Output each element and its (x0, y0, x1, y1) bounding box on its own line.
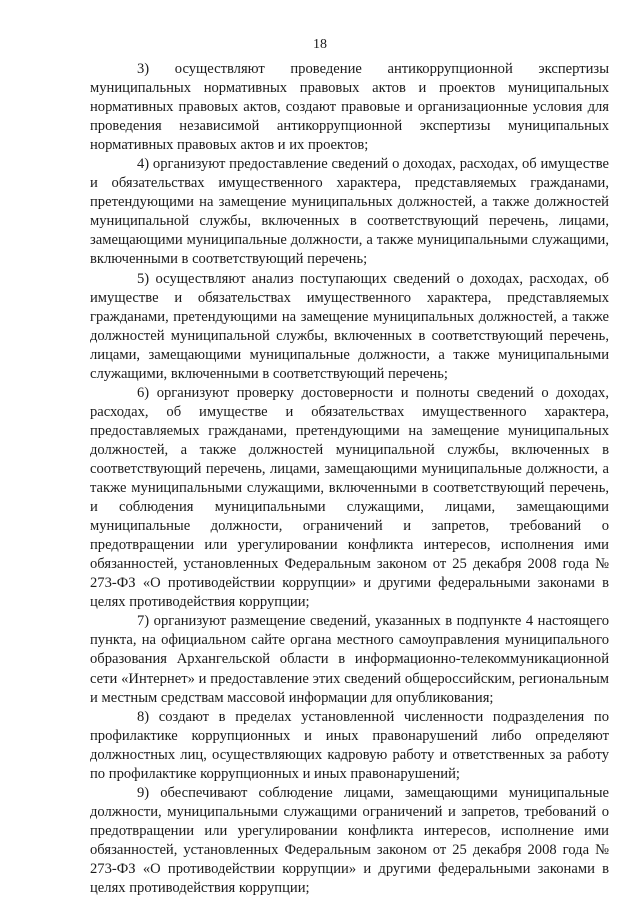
document-body (90, 60, 609, 898)
paragraph-item-4: 4) организуют предоставление сведений о доходах, расходах, об имуществе и обязательствах имущественного характера, представляемых гражданами, претендующими на замещение муниципальных должностей, а также должностей муниципальной службы, включенных в соответствующий перечень, лицами, замещающими муниципальные должности, а также муниципальными служащими, включенными в соответствующий перечень; (90, 156, 609, 268)
paragraph-item-9: 9) обеспечивают соблюдение лицами, замещающими муниципальные должности, муниципальными служащими ограничений и запретов, требований о предотвращении или урегулировании конфликта интересов, исполнение ими обязанностей, установленных Федеральным законом от 25 декабря 2008 года № 273-ФЗ «О противодействии коррупции» и другими федеральными законами в целях противодействия коррупции; (90, 784, 609, 897)
paragraph-item-7: 7) организуют размещение сведений, указанных в подпункте 4 настоящего пункта, на официальном сайте органа местного самоуправления муниципального образования Архангельской области в информационно-телекоммуникационной сети «Интернет» и предоставление этих сведений общероссийским, региональным и местным средствам массовой информации для опубликования; (90, 613, 609, 706)
paragraph-item-8: 8) создают в пределах установленной численности подразделения по профилактике коррупционных и иных правонарушений либо определяют должностных лиц, осуществляющих кадровую работу и ответственных за работу по профилактике коррупционных и иных правонарушений; (90, 708, 609, 782)
paragraph-item-3: 3) осуществляют проведение антикоррупционной экспертизы муниципальных нормативных правовых актов и проектов муниципальных нормативных правовых актов, создают правовые и организационные условия для проведения независимой антикоррупционной экспертизы муниципальных нормативных правовых актов и их проектов; (90, 61, 609, 154)
paragraph-item-6: 6) организуют проверку достоверности и полноты сведений о доходах, расходах, об имуществе и обязательствах имущественного характера, предоставляемых гражданами, претендующими на замещение муниципальных должностей, а также должностей муниципальной службы, включенных в соответствующий перечень, лицами, замещающими муниципальные должности, а также муниципальными служащими, включенными в соответствующий перечень, и соблюдения муниципальными служащими, лицами, замещающими муниципальные должности, ограничений и запретов, требований о предотвращении или урегулировании конфликта интересов, исполнения ими обязанностей, установленных Федеральным законом от 25 декабря 2008 года № 273-ФЗ «О противодействии коррупции» и другими федеральными законами в целях противодействия коррупции; (90, 384, 609, 611)
page-number: 18 (313, 37, 327, 52)
paragraph-item-5: 5) осуществляют анализ поступающих сведений о доходах, расходах, об имуществе и обязательствах имущественного характера, представляемых гражданами, претендующими на замещение муниципальных должностей, а также должностей муниципальной службы, включенных в соответствующий перечень, лицами, замещающими муниципальные должности, а также муниципальными служащими, включенными в соответствующий перечень; (90, 270, 609, 382)
